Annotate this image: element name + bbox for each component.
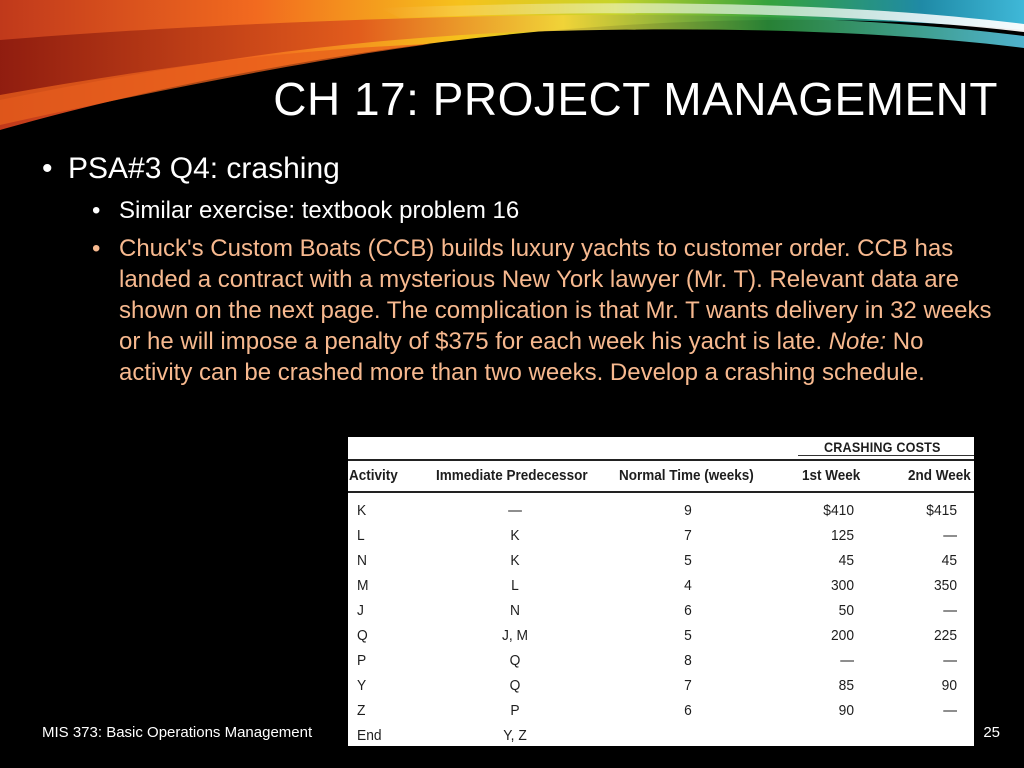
col-second-week: 2nd Week: [908, 467, 971, 484]
crashing-costs-header: [798, 439, 974, 456]
cell-text: 125: [830, 527, 854, 544]
cell-text: 350: [933, 577, 957, 594]
cell-text: M: [357, 577, 369, 594]
crashing-table: [348, 437, 974, 746]
cell-text: L: [511, 577, 519, 594]
cell-text: 90: [941, 677, 957, 694]
cell-text: 200: [830, 627, 854, 644]
bullet-dot-icon: •: [42, 152, 53, 185]
cell-activity: [357, 602, 364, 619]
cell-text: 5: [684, 552, 692, 569]
problem-text: [119, 233, 997, 388]
page-number: 25: [983, 724, 1000, 741]
table-row: [348, 573, 974, 598]
cell-text: P: [510, 702, 520, 719]
cell-text: 4: [684, 577, 692, 594]
col-predecessor: Immediate Predecessor: [436, 467, 588, 484]
table-row: [348, 598, 974, 623]
crashing-costs-label: CRASHING COSTS: [824, 439, 941, 455]
cell-text: K: [510, 552, 520, 569]
cell-text: —: [943, 652, 957, 669]
cell-text: End: [357, 727, 382, 744]
bullet-text: PSA#3 Q4: crashing: [68, 152, 340, 185]
cell-text: —: [840, 652, 854, 669]
problem-text-note: No activity can be crashed more than two weeks. Develop a crashing schedule.: [119, 328, 925, 386]
cell-activity: [357, 652, 366, 669]
cell-text: —: [508, 502, 522, 519]
cell-text: K: [510, 527, 520, 544]
cell-text: —: [943, 602, 957, 619]
col-normal-time: Normal Time (weeks): [619, 467, 754, 484]
cell-text: Q: [509, 652, 521, 669]
cell-text: 45: [838, 552, 854, 569]
cell-text: Z: [357, 702, 366, 719]
cell-text: K: [357, 502, 367, 519]
bullet-level2: [92, 195, 997, 226]
table-row: [348, 498, 974, 523]
cell-text: P: [357, 652, 367, 669]
table-row: [348, 548, 974, 573]
table-row: [348, 523, 974, 548]
cell-text: N: [357, 552, 367, 569]
bullet-level1: [42, 152, 340, 186]
cell-text: J: [357, 602, 364, 619]
cell-activity: [357, 627, 368, 644]
cell-text: 5: [684, 627, 692, 644]
cell-text: —: [943, 702, 957, 719]
cell-text: 6: [684, 702, 692, 719]
cell-text: J, M: [501, 627, 529, 644]
cell-text: $415: [926, 502, 957, 519]
cell-text: L: [357, 527, 365, 544]
note-label: Note:: [828, 328, 887, 355]
cell-text: 90: [838, 702, 854, 719]
cell-text: Q: [357, 627, 368, 644]
cell-text: 7: [684, 527, 692, 544]
footer-course: MIS 373: Basic Operations Management: [42, 724, 313, 741]
cell-text: —: [943, 527, 957, 544]
col-activity: Activity: [349, 467, 398, 484]
bullet-dot-icon: •: [92, 197, 101, 224]
cell-text: Y, Z: [503, 727, 527, 744]
cell-activity: [357, 577, 369, 594]
cell-text: $410: [823, 502, 854, 519]
table-row: [348, 698, 974, 723]
slide-title: CH 17: PROJECT MANAGEMENT: [273, 73, 998, 125]
table-header-row: [348, 459, 974, 493]
cell-text: N: [510, 602, 520, 619]
cell-text: 7: [684, 677, 692, 694]
cell-text: Q: [509, 677, 521, 694]
cell-activity: [357, 552, 367, 569]
bullet-dot-icon: •: [92, 235, 101, 262]
problem-text-main: Chuck's Custom Boats (CCB) builds luxury yachts to customer order. CCB has landed a contract with a mysterious New York lawyer (Mr. T). Relevant data are shown on the next page. The complication is that Mr. T wants delivery in 32 weeks or he will impose a penalty of $375 for each week his yacht is late.: [119, 235, 992, 355]
table-row: [348, 723, 974, 746]
cell-activity: [357, 527, 365, 544]
col-first-week: 1st Week: [802, 467, 861, 484]
cell-text: Y: [357, 677, 367, 694]
table-row: [348, 673, 974, 698]
cell-activity: [357, 702, 365, 719]
cell-activity: [357, 727, 382, 744]
cell-text: 225: [933, 627, 957, 644]
cell-text: 6: [684, 602, 692, 619]
cell-text: 85: [838, 677, 854, 694]
cell-text: 50: [838, 602, 854, 619]
table-row: [348, 648, 974, 673]
cell-text: 45: [941, 552, 957, 569]
cell-text: 8: [684, 652, 692, 669]
bullet-level2-problem: [92, 233, 997, 388]
bullet-text: Similar exercise: textbook problem 16: [119, 197, 520, 224]
cell-text: 300: [830, 577, 854, 594]
cell-activity: [357, 502, 366, 519]
cell-activity: [357, 677, 366, 694]
table-row: [348, 623, 974, 648]
cell-text: 9: [684, 502, 692, 519]
